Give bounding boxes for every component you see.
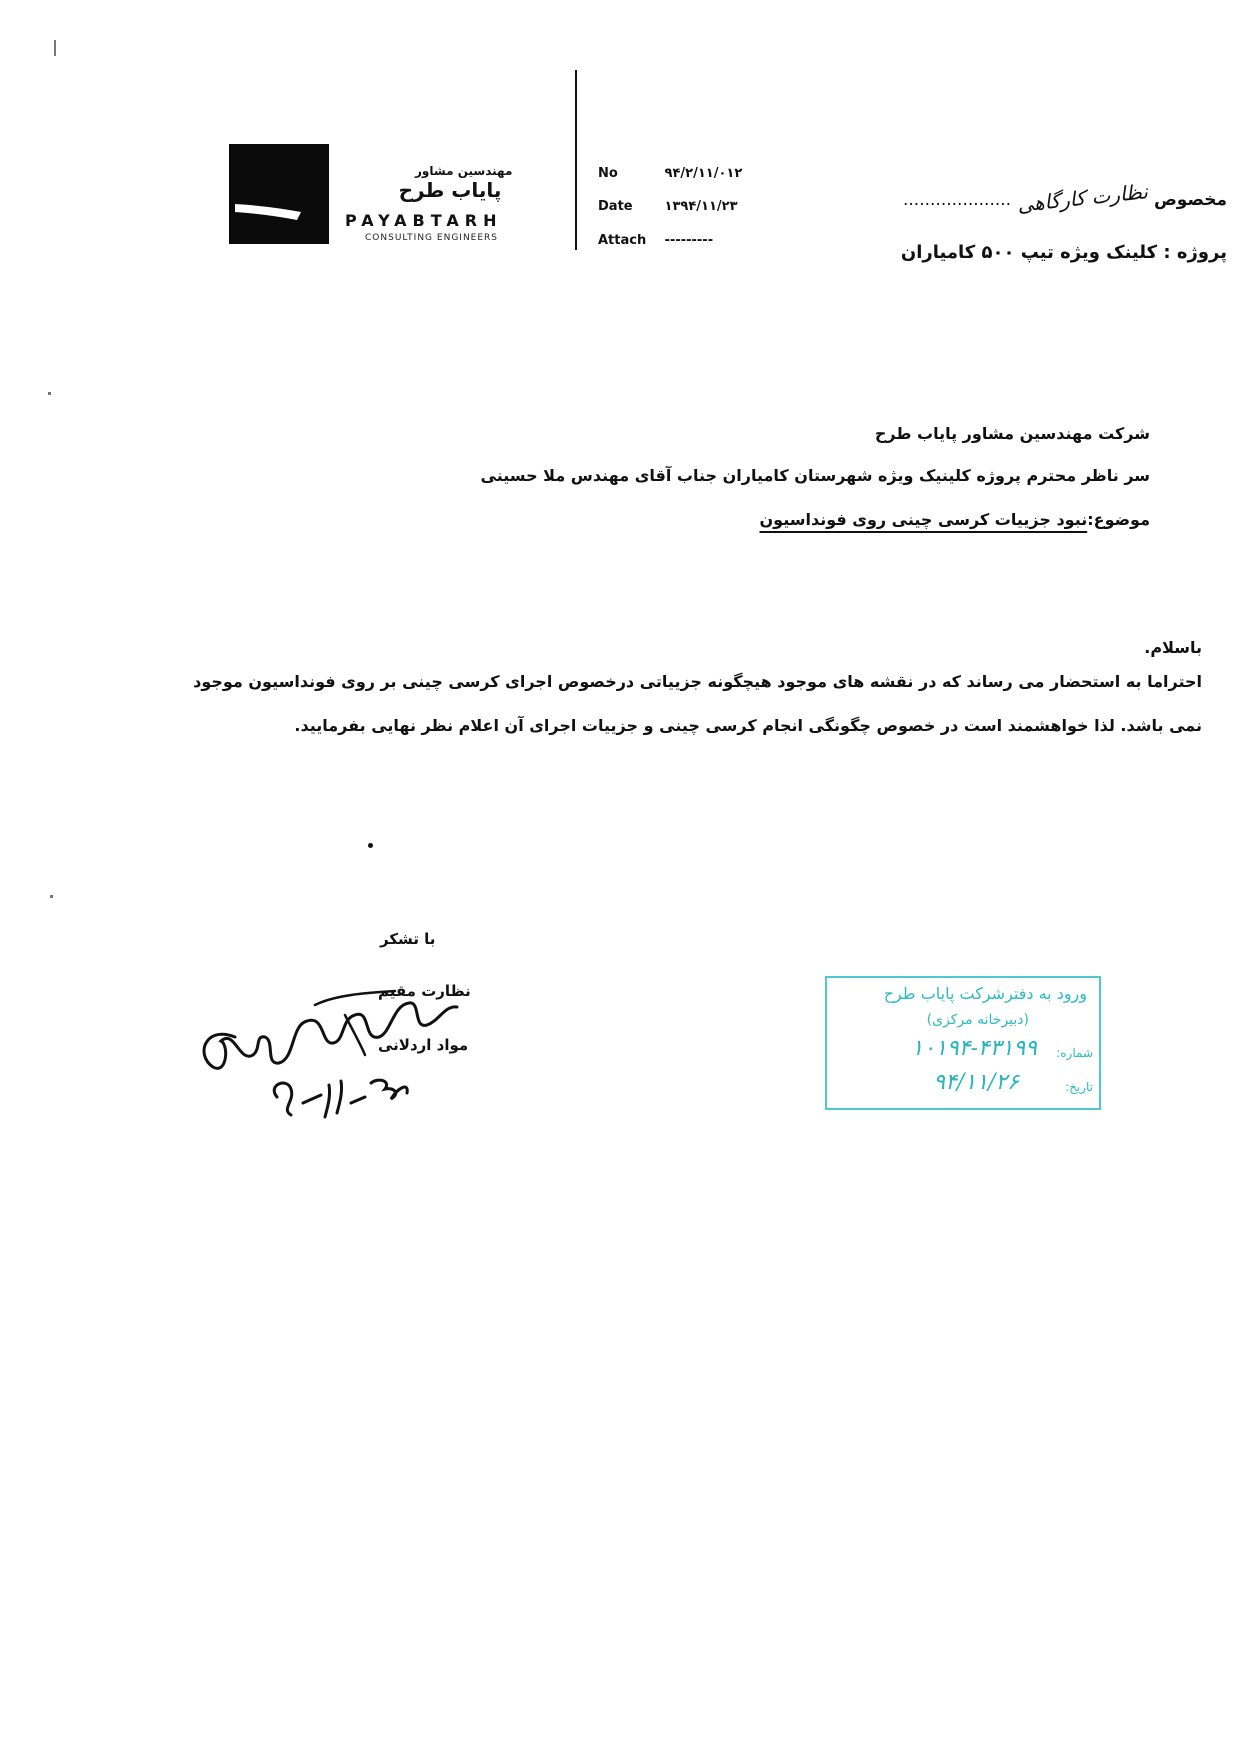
addressee-person: سر ناظر محترم پروژه کلینیک ویژه شهرستان کامیاران جناب آقای مهندس ملا حسینی bbox=[480, 466, 1150, 485]
meta-attach-row bbox=[598, 233, 713, 248]
stamp-number-label: شماره: bbox=[1056, 1046, 1093, 1060]
stamp-number-value: ۱۰۱۹۴-۴۳۱۹۹ bbox=[911, 1036, 1037, 1061]
meta-number-value: ۹۴/۲/۱۱/۰۱۲ bbox=[664, 166, 743, 181]
header-department bbox=[903, 179, 1227, 217]
meta-number-label: No bbox=[598, 166, 618, 181]
stamp-subtitle: (دبیرخانه مرکزی) bbox=[926, 1012, 1029, 1028]
body-paragraph: احتراما به استحضار می رساند که در نقشه های موجود هیچگونه جزییاتی درخصوص اجرای کرسی چینی بر روی فونداسیون موجود نمی باشد. لذا خواهشمند است در خصوص چگونگی انجام کرسی چینی و جزییات اجرای آن اعلام نظر نهایی بفرمایید. bbox=[193, 672, 1202, 735]
signer-role: نظارت مقیم bbox=[378, 982, 471, 1000]
handwritten-signature bbox=[195, 985, 465, 1135]
header-department-prefix: مخصوص bbox=[1153, 190, 1227, 210]
greeting: باسلام. bbox=[1144, 638, 1202, 657]
closing-thanks: با تشکر bbox=[380, 930, 436, 948]
signer-name: مواد اردلانی bbox=[378, 1036, 469, 1054]
stamp-date-value: ۹۴/۱۱/۲۶ bbox=[933, 1070, 1019, 1095]
addressee-company: شرکت مهندسین مشاور پایاب طرح bbox=[874, 424, 1150, 443]
header-department-dots: .................... bbox=[903, 190, 1012, 210]
subject-value: نبود جزییات کرسی چینی روی فونداسیون bbox=[759, 510, 1088, 529]
scan-speck bbox=[48, 392, 51, 395]
scan-speck bbox=[50, 895, 53, 898]
meta-number-row bbox=[598, 166, 742, 181]
header-department-handwritten: نظارت کارگاهی bbox=[1016, 179, 1149, 217]
logo-en-name: PAYABTARH bbox=[345, 211, 503, 230]
meta-date-row bbox=[598, 199, 738, 214]
meta-date-label: Date bbox=[598, 199, 633, 214]
stamp-date-label: تاریخ: bbox=[1065, 1080, 1093, 1094]
stamp-title: ورود به دفترشرکت پایاب طرح bbox=[883, 984, 1087, 1003]
header-divider bbox=[575, 70, 577, 250]
meta-attach-label: Attach bbox=[598, 233, 647, 248]
logo-fa-subtitle: مهندسین مشاور bbox=[415, 164, 513, 178]
meta-date-value: ۱۳۹۴/۱۱/۲۳ bbox=[664, 199, 738, 214]
meta-attach-value: --------- bbox=[664, 233, 714, 248]
company-logo-icon bbox=[229, 144, 329, 244]
subject-label: موضوع: bbox=[1087, 510, 1150, 529]
header-project: پروژه : کلینک ویژه تیپ ۵۰۰ کامیاران bbox=[900, 242, 1227, 263]
letter-subject bbox=[760, 510, 1150, 529]
received-stamp bbox=[825, 976, 1101, 1110]
scan-speck bbox=[54, 40, 56, 56]
logo-en-subtitle: CONSULTING ENGINEERS bbox=[365, 233, 499, 243]
logo-fa-name: پایاب طرح bbox=[398, 178, 502, 202]
ink-dot bbox=[368, 843, 373, 848]
